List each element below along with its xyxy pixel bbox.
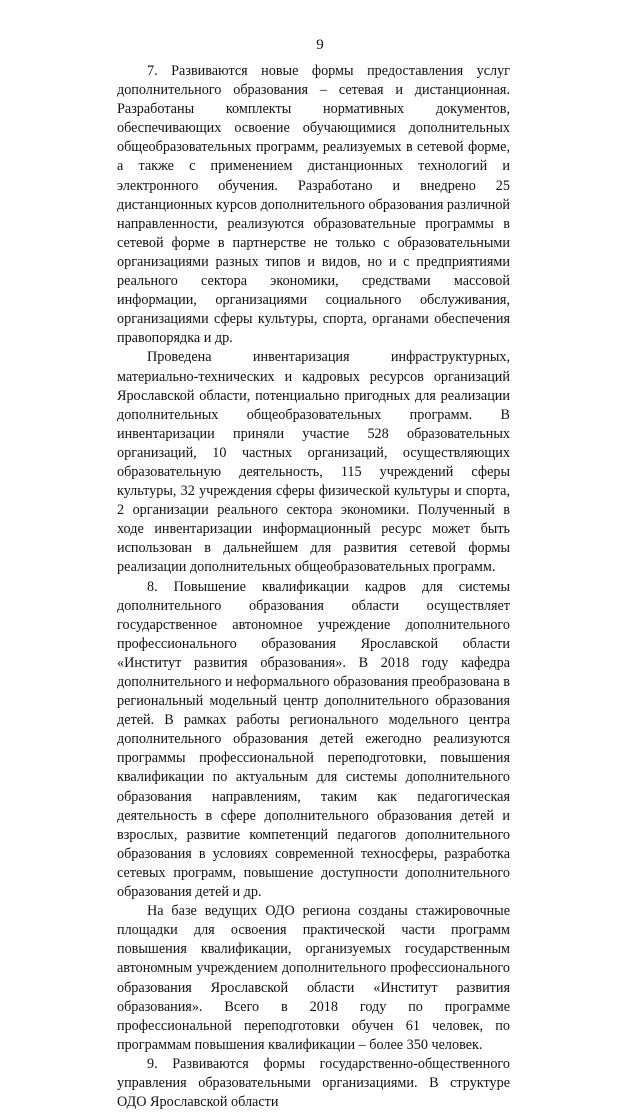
paragraph-internship-sites: На базе ведущих ОДО региона созданы стажировочные площадки для освоения практической части программ повышения квалификации, организуемых государственным автономным учреждением дополнительного профессионального образования Ярославской области «Институт развития образования». Всего в 2018 году по программе профессиональной переподготовки обучен 61 человек, по программам повышения квалификации – более 350 человек. (117, 903, 510, 1053)
page-number: 9 (316, 37, 324, 53)
document-body (117, 62, 510, 1112)
paragraph-forms-of-services: 7. Развиваются новые формы предоставления услуг дополнительного образования – сетевая и дистанционная. Разработаны комплекты нормативных документов, обеспечивающих освоение обучающимися дополнительных общеобразовательных программ, реализуемых в сетевой форме, а также с применением дистанционных технологий и электронного обучения. Разработано и внедрено 25 дистанционных курсов дополнительного образования различной направленности, реализуются образовательные программы в сетевой форме в партнерстве не только с образовательными организациями разных типов и видов, но и с предприятиями реального сектора экономики, средствами массовой информации, организациями социального обслуживания, организациями сферы культуры, спорта, органами обеспечения правопорядка и др. (117, 63, 510, 347)
paragraph-governance: 9. Развиваются формы государственно-общественного управления образовательными организациями. В структуре ОДО Ярославской области (117, 1055, 510, 1111)
paragraph-qualification: 8. Повышение квалификации кадров для системы дополнительного образования области осуществляет государственное автономное учреждение дополнительного профессионального образования Ярославской области «Институт развития образования». В 2018 году кафедра дополнительного и неформального образования преобразована в региональный модельный центр дополнительного образования детей. В рамках работы регионального модельного центра дополнительного образования детей ежегодно реализуются программы профессиональной переподготовки, повышения квалификации по актуальным для системы дополнительного образования направлениям, таким как педагогическая деятельность в сфере дополнительного образования детей и взрослых, развитие компетенций педагогов дополнительного образования в условиях современной техносферы, разработка сетевых программ, повышение доступности дополнительного образования детей и др. (117, 578, 510, 901)
paragraph-inventory: Проведена инвентаризация инфраструктурных, материально-технических и кадровых ресурсов организаций Ярославской области, потенциально пригодных для реализации дополнительных общеобразовательных программ. В инвентаризации приняли участие 528 образовательных организаций, 10 частных организаций, осуществляющих образовательную деятельность, 115 учреждений сферы культуры, 32 учреждения сферы физической культуры и спорта, 2 организации реального сектора экономики. Полученный в ходе инвентаризации информационный ресурс может быть использован в дальнейшем для развития сетевой формы реализации дополнительных общеобразовательных программ. (117, 349, 510, 576)
